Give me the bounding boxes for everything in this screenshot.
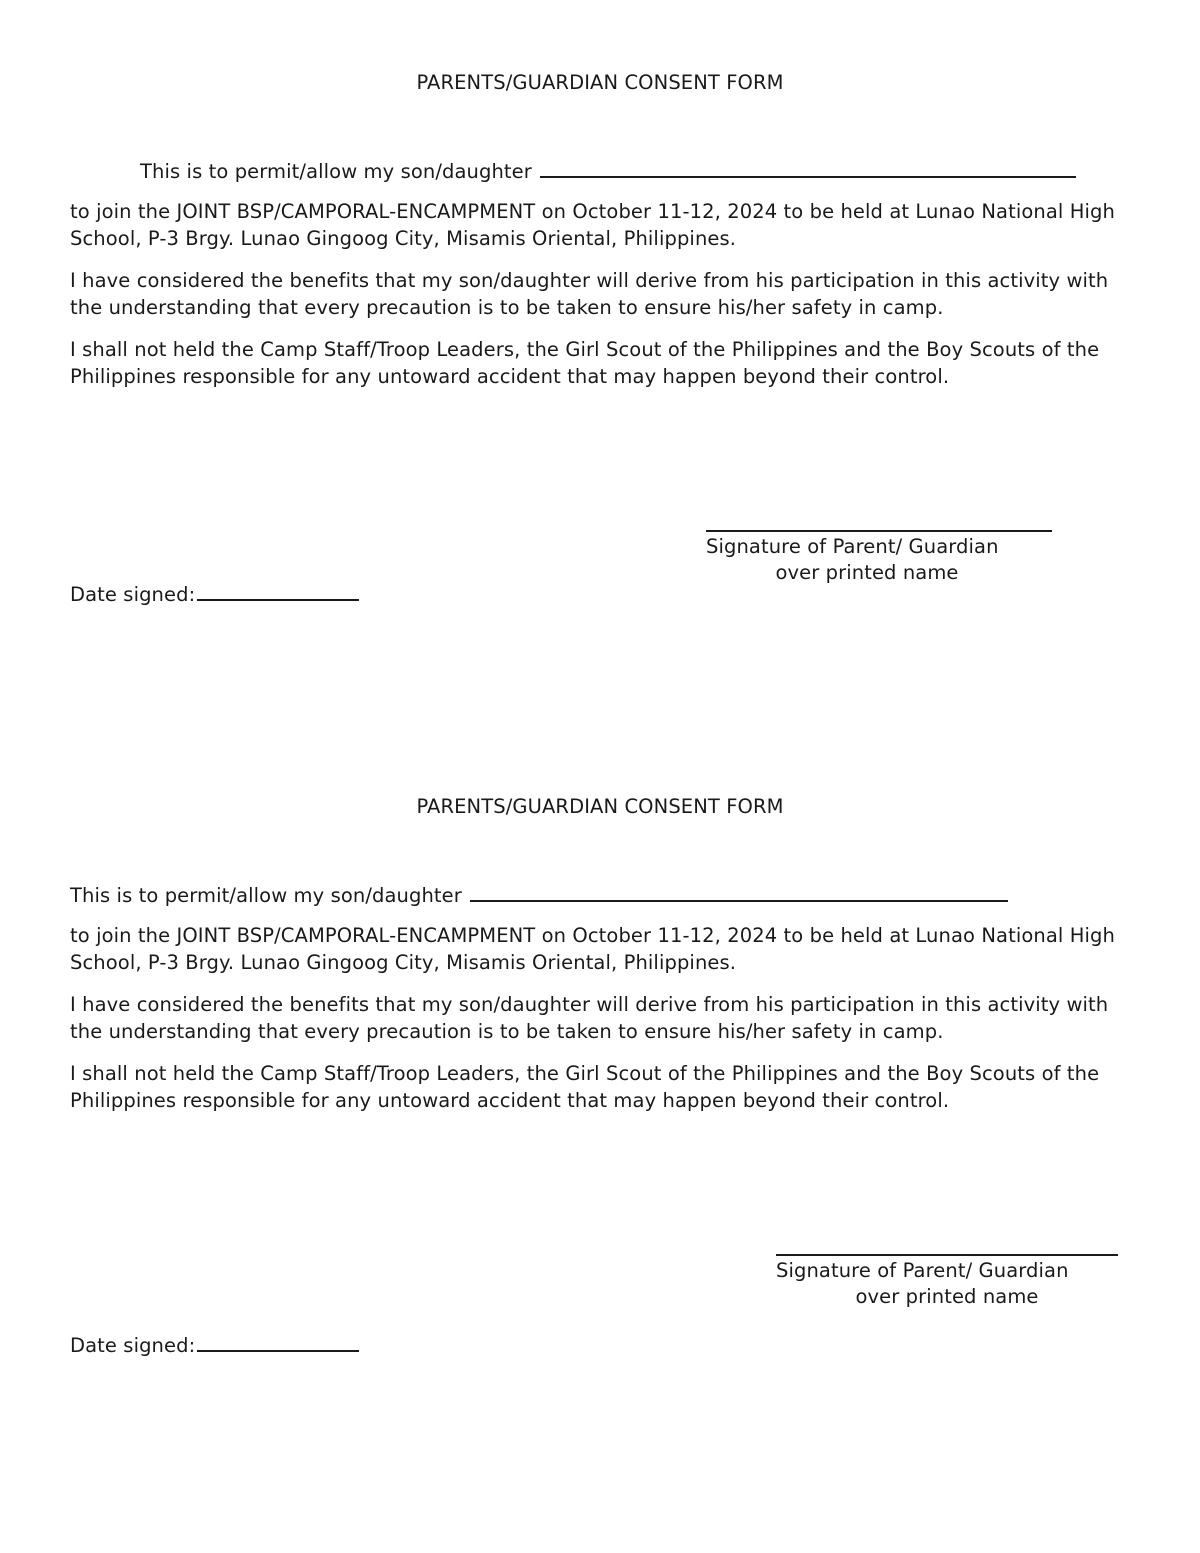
signature-sublabel: over printed name (855, 1285, 1039, 1308)
paragraph-event: to join the JOINT BSP/CAMPORAL-ENCAMPMENT on October 11-12, 2024 to be held at Lunao National High School, P-3 Brgy. Lunao Gingoog City, Misamis Oriental, Philippines. (70, 924, 1115, 974)
consent-form-1 (70, 70, 1130, 606)
signature-block (706, 510, 1028, 586)
paragraph-liability: I shall not held the Camp Staff/Troop Leaders, the Girl Scout of the Philippines and the Boy Scouts of the Philippines responsible for any untoward accident that may happen beyond their control. (70, 1062, 1100, 1112)
intro-line (70, 156, 1130, 182)
intro-text: This is to permit/allow my son/daughter (70, 884, 462, 907)
signature-label: Signature of Parent/ Guardian (706, 535, 999, 558)
date-signed-row (70, 579, 359, 608)
date-signed-label: Date signed: (70, 1334, 196, 1357)
signature-label: Signature of Parent/ Guardian (776, 1259, 1069, 1282)
signature-blank[interactable] (706, 510, 1052, 532)
form-title: PARENTS/GUARDIAN CONSENT FORM (416, 795, 784, 818)
consent-form-2 (70, 794, 1130, 1357)
child-name-blank[interactable] (470, 880, 1008, 902)
signature-block (776, 1234, 1118, 1310)
paragraph-benefits: I have considered the benefits that my son/daughter will derive from his participation in this activity with the understanding that every precaution is to be taken to ensure his/her safety in camp. (70, 269, 1109, 319)
signature-sublabel: over printed name (775, 561, 959, 584)
date-signed-blank[interactable] (197, 579, 359, 601)
paragraph-liability: I shall not held the Camp Staff/Troop Leaders, the Girl Scout of the Philippines and the Boy Scouts of the Philippines responsible for any untoward accident that may happen beyond their control. (70, 338, 1100, 388)
paragraph-event: to join the JOINT BSP/CAMPORAL-ENCAMPMENT on October 11-12, 2024 to be held at Lunao National High School, P-3 Brgy. Lunao Gingoog City, Misamis Oriental, Philippines. (70, 200, 1115, 250)
intro-text: This is to permit/allow my son/daughter (140, 160, 532, 183)
intro-line (70, 880, 1130, 906)
date-signed-row (70, 1330, 359, 1359)
signature-blank[interactable] (776, 1234, 1118, 1256)
date-signed-blank[interactable] (197, 1330, 359, 1352)
child-name-blank[interactable] (540, 156, 1076, 178)
form-title: PARENTS/GUARDIAN CONSENT FORM (416, 71, 784, 94)
paragraph-benefits: I have considered the benefits that my son/daughter will derive from his participation in this activity with the understanding that every precaution is to be taken to ensure his/her safety in camp. (70, 993, 1109, 1043)
date-signed-label: Date signed: (70, 583, 196, 606)
